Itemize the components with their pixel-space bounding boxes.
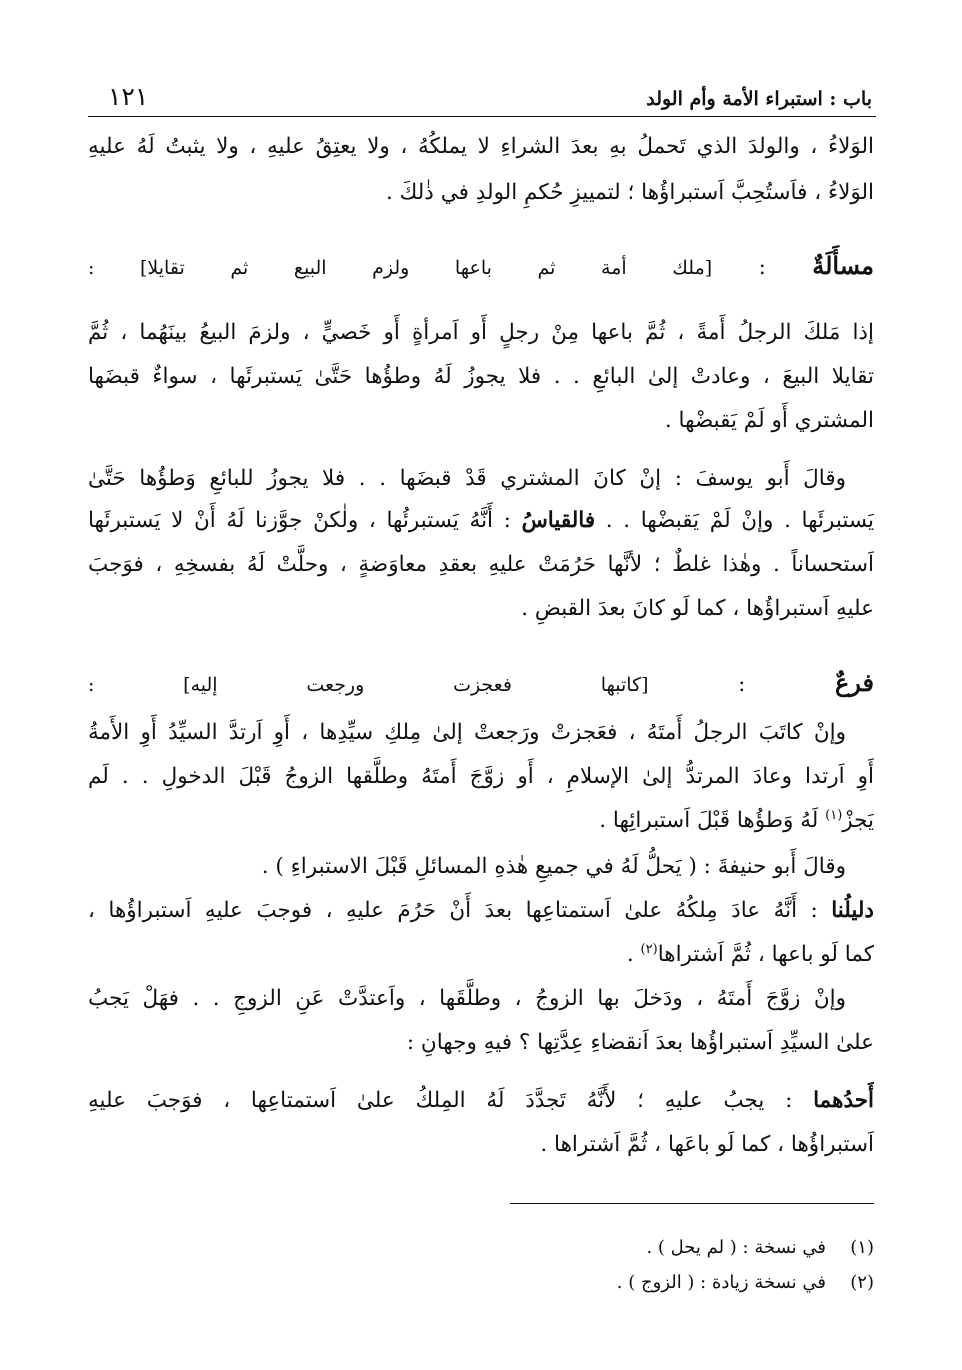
text-line: [88, 800, 874, 842]
text-line: [88, 458, 846, 500]
text-line: [88, 756, 874, 798]
bold-term: دليلُنا: [831, 898, 874, 923]
text-line: [88, 890, 874, 932]
text-run: اَستبراؤُها ، كما لَو باعَها ، ثُمَّ اَشتراها .: [540, 1132, 874, 1157]
text-run: : يجبُ عليهِ ؛ لأَنَّهُ تَجدَّدَ لَهُ المِلكُ علىٰ اَستمتاعِها ، فوَجبَ عليهِ: [88, 1088, 814, 1113]
text-line: [88, 1124, 874, 1166]
text-run: : أَنَّهُ يَستبرئُها ، ولٰكنْ جوَّزنا لَهُ أَنْ لا يَستبرئَها: [88, 508, 522, 533]
text-run: : أَنَّهُ عادَ مِلكُهُ علىٰ اَستمتاعِها بعدَ أَنْ حَرُمَ عليهِ ، فوجبَ عليهِ اَستبراؤُها ،: [88, 898, 832, 923]
text-run: وقالَ أَبو يوسفَ : إنْ كانَ المشتري قَدْ قبضَها . . فلا يجوزُ للبائعِ وَطؤُها حَتَّىٰ: [88, 466, 846, 491]
text-line: [88, 1022, 874, 1064]
text-line: [88, 978, 846, 1020]
footnote-text: في نسخة : ( لم يحل ) .: [646, 1237, 826, 1258]
text-line: [88, 400, 874, 442]
running-header-title: باب : استبراء الأمة وأم الولد: [646, 88, 872, 110]
text-run: اَستحساناً . وهٰذا غلطٌ ؛ لأنَّها حَرُمَتْ عليهِ بعقدِ معاوَضةٍ ، وحلَّتْ لَهُ بفسخِهِ ، فوَجبَ: [88, 552, 874, 577]
footnote-text: في نسخة زيادة : ( الزوج ) .: [616, 1272, 826, 1293]
text-line: [88, 934, 874, 976]
text-run: وإنْ زوَّجَ أَمتَهُ ، ودَخلَ بها الزوجُ ، وطلَّقَها ، واَعتدَّتْ عَنِ الزوجِ . . فهَلْ يَجبُ: [88, 986, 846, 1011]
text-line: [88, 126, 874, 168]
footnote-number: (٢): [850, 1272, 874, 1293]
text-line: [88, 356, 874, 398]
bold-term: أَحدُهما: [813, 1088, 874, 1113]
text-run: يَستبرئَها . وإنْ لَمْ يَقبضْها . .: [595, 508, 874, 533]
text-line: [88, 846, 846, 888]
heading-label: مسأَلَةٌ: [812, 251, 874, 280]
text-run: يَجزْ: [842, 808, 874, 833]
footnote-ref: (٢): [640, 941, 658, 957]
text-line: [88, 712, 846, 754]
heading-subtitle: [ملك أمة ثم باعها ولزم البيع ثم تقايلا] :: [88, 257, 713, 279]
text-line: [88, 172, 874, 214]
footnote: [617, 1268, 874, 1298]
text-run: :: [648, 672, 835, 697]
section-heading-line: [88, 245, 874, 287]
text-run: لَهُ وَطؤُها قَبْلَ اَستبرائِها .: [599, 808, 826, 833]
text-run: أَوِ اَرتدا وعادَ المرتدُّ إلىٰ الإسلامِ ، أَو زوَّجَ أَمتَهُ وطلَّقها الزوجُ قَبْلَ الدخولِ . . لَم: [88, 764, 874, 789]
footnote-ref: (١): [825, 807, 843, 823]
text-run: وإنْ كاتَبَ الرجلُ أَمتَهُ ، فعَجزتْ ورَجعتْ إلىٰ مِلكِ سيِّدِها ، أَوِ اَرتدَّ السيِّدُ أَوِ الأَمةُ: [88, 720, 846, 745]
text-run: الوَلاءُ ، والولدَ الذي تَحملُ بهِ بعدَ الشراءِ لا يملكُهُ ، ولا يعتِقُ عليهِ ، ولا يثبتُ لَهُ عليهِ: [88, 134, 874, 159]
heading-label: فرعٌ: [834, 668, 874, 697]
bold-term: فالقياسُ: [521, 508, 596, 533]
text-run: إذا مَلكَ الرجلُ أَمةً ، ثُمَّ باعها مِنْ رجلٍ أَو اَمرأةٍ أَو خَصيٍّ ، ولزمَ البيعُ بينَهُما ، ثُمَّ: [88, 320, 874, 345]
footnote-rule: [510, 1203, 874, 1204]
text-line: [88, 588, 874, 630]
text-run: الوَلاءُ ، فاَستُحِبَّ اَستبراؤُها ؛ لتمييزِ حُكمِ الولدِ في ذٰلكَ .: [385, 180, 874, 205]
text-line: [88, 500, 874, 542]
text-run: .: [626, 942, 641, 967]
section-heading-line: [88, 662, 874, 704]
text-run: :: [712, 255, 813, 280]
text-run: وقالَ أَبو حنيفةَ : ( يَحلُّ لَهُ في جميعِ هٰذهِ المسائلِ قَبْلَ الاستبراءِ ) .: [261, 854, 846, 879]
footnote: [646, 1233, 874, 1263]
text-run: كما لَو باعها ، ثُمَّ اَشتراها: [657, 942, 874, 967]
text-line: [88, 312, 874, 354]
header-rule: [88, 116, 876, 117]
text-run: عليهِ اَستبراؤُها ، كما لَو كانَ بعدَ القبضِ .: [521, 596, 874, 621]
text-run: المشتري أَو لَمْ يَقبضْها .: [664, 408, 874, 433]
text-run: تقايلا البيعَ ، وعادتْ إلىٰ البائعِ . . فلا يجوزُ لَهُ وطؤُها حَتَّىٰ يَستبرئَها ، سواءٌ قبضَها: [88, 364, 874, 389]
heading-subtitle: [كاتبها فعجزت ورجعت إليه] :: [88, 674, 649, 696]
footnote-number: (١): [850, 1237, 874, 1258]
text-run: علىٰ السيِّدِ اَستبراؤُها بعدَ اَنقضاءِ عِدَّتِها ؟ فيهِ وجهانِ :: [406, 1030, 874, 1055]
page-number: ١٢١: [108, 82, 149, 111]
text-line: [88, 1080, 874, 1122]
text-line: [88, 544, 874, 586]
